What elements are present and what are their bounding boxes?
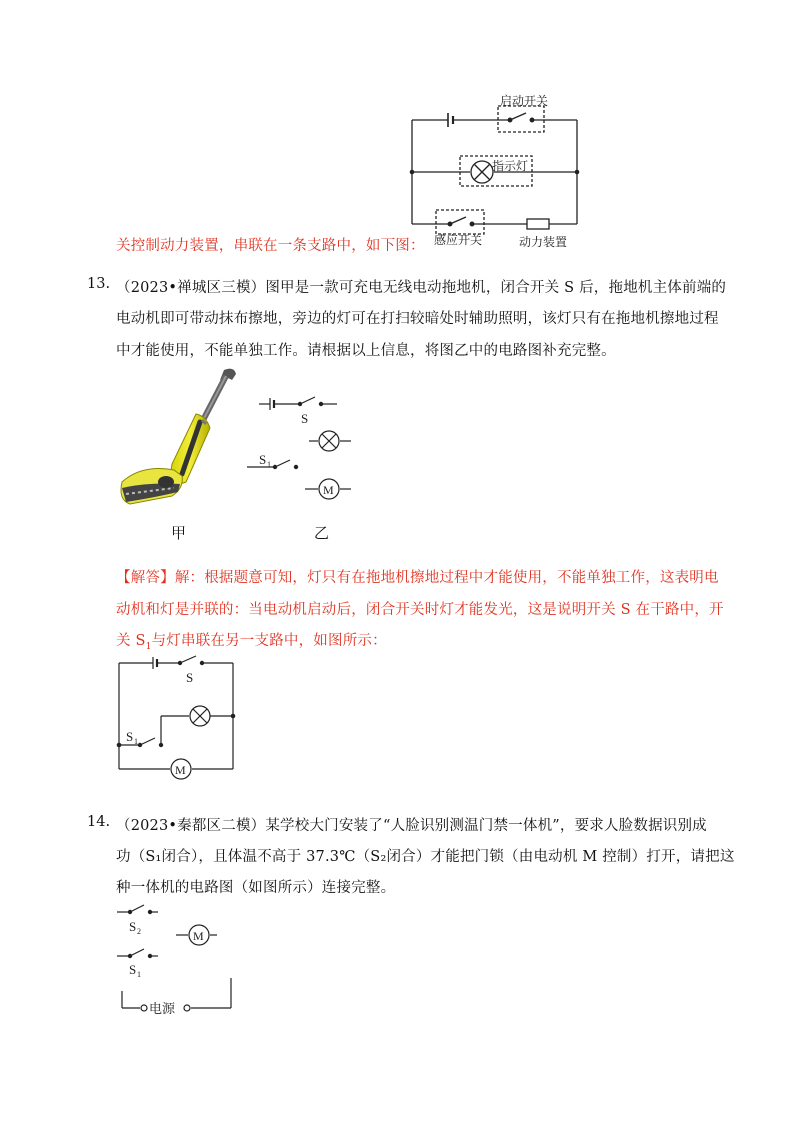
answer-text-3a: 关 S <box>116 633 146 649</box>
ans-s1-sub: 1 <box>134 737 138 746</box>
q13-components-figure <box>245 388 370 508</box>
q14-line-1: （2023•秦都区二模）某学校大门安装了“人脸识别测温门禁一体机”，要求人脸数据识别成 <box>116 818 707 834</box>
ans-m-label: M <box>175 763 186 777</box>
q13-line-1: （2023•禅城区三模）图甲是一款可充电无线电动拖地机，闭合开关 S 后，拖地机主体前端的 <box>116 280 727 296</box>
fig-yi-label: 乙 <box>314 524 330 542</box>
start-switch-label: 启动开关 <box>500 94 549 108</box>
q13-answer-line-3 <box>116 629 387 652</box>
answer-tag: 【解答】 <box>116 570 175 586</box>
q13-s1-sub: 1 <box>267 460 271 469</box>
answer-text-3b: 与灯串联在另一支路中，如图所示： <box>151 633 387 649</box>
q14-components-figure <box>110 898 250 1023</box>
q13-m-label: M <box>323 483 334 497</box>
answer-text-3-sub: 1 <box>145 641 152 652</box>
ans-s-label: S <box>186 670 194 685</box>
q13-number: 13. <box>87 276 111 292</box>
mop-image <box>112 364 247 514</box>
indicator-label: 指示灯 <box>492 159 529 173</box>
q13-answer-line-2: 动机和灯是并联的：当电动机启动后，闭合开关时灯才能发光，这是说明开关 S 在干路中，开 <box>116 602 724 618</box>
answer-text-1: 解：根据题意可知，灯只有在拖地机擦地过程中才能使用，不能单独工作，这表明电 <box>174 570 719 586</box>
q14-line-2: 功（S₁闭合），且体温不高于 37.3℃（S₂闭合）才能把门锁（由电动机 M 控制）打开，请把这 <box>116 849 735 865</box>
q13-s-label: S <box>301 411 309 426</box>
q14-m-label: M <box>193 929 204 943</box>
q14-power-label: 电源 <box>149 1002 176 1017</box>
q14-s2-sub: 2 <box>137 927 141 936</box>
q14-s1-sub: 1 <box>137 970 141 979</box>
q13-line-2: 电动机即可带动抹布擦地，旁边的灯可在打扫较暗处时辅助照明，该灯只有在拖地机擦地过程 <box>116 311 719 327</box>
fig-jia-label: 甲 <box>171 524 187 542</box>
q14-line-3: 种一体机的电路图（如图所示）连接完整。 <box>116 880 396 896</box>
sensor-switch-label: 感应开关 <box>434 233 483 247</box>
q14-s1-label: S <box>129 962 137 977</box>
q13-answer-circuit <box>110 650 245 780</box>
q13-s1-label: S <box>259 452 267 467</box>
q13-line-3: 中才能使用，不能单独工作。请根据以上信息，将图乙中的电路图补充完整。 <box>116 343 616 359</box>
ans-s1-label: S <box>126 729 134 744</box>
q14-s2-label: S <box>129 919 137 934</box>
q14-number: 14. <box>87 814 111 830</box>
power-unit-label: 动力装置 <box>519 235 568 249</box>
prev-answer-tail: 关控制动力装置，串联在一条支路中，如下图： <box>116 238 425 254</box>
q13-answer-line-1 <box>116 566 719 587</box>
prev-answer-circuit <box>400 92 590 252</box>
